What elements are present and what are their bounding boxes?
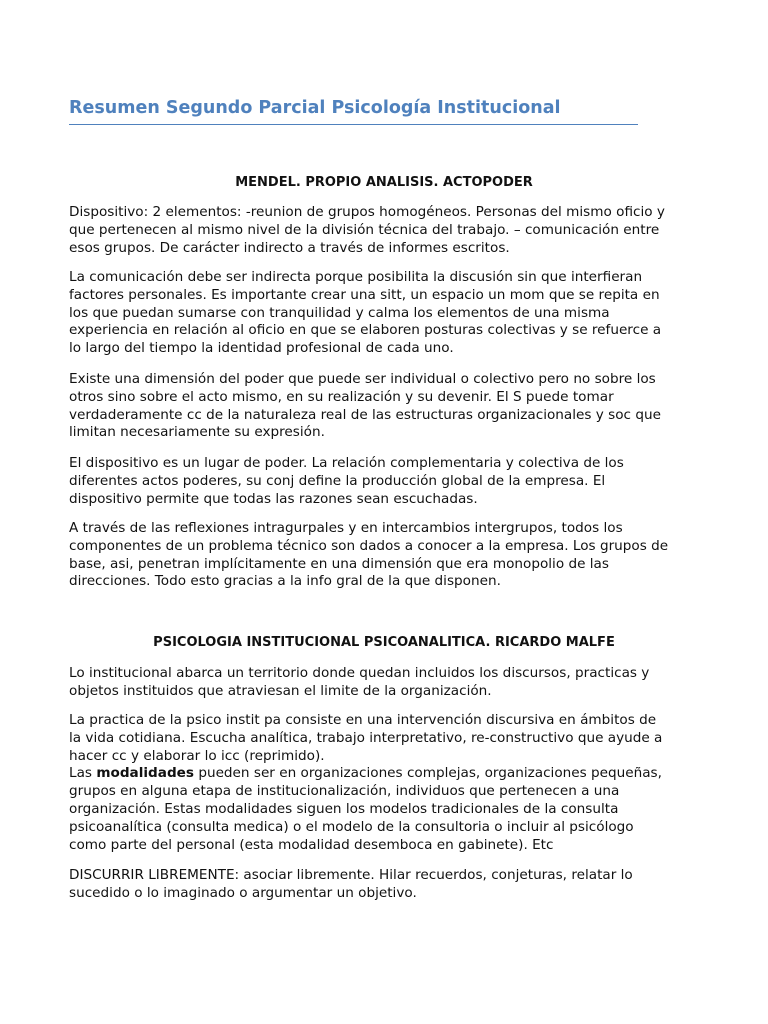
bold-term-modalidades: modalidades	[96, 765, 194, 782]
paragraph-lo-institucional: Lo institucional abarca un territorio donde quedan incluidos los discursos, practicas y objetos instituidos que atraviesan el limite de la organización.	[69, 665, 650, 699]
title-underline-rule	[69, 124, 638, 125]
section-heading-mendel: MENDEL. PROPIO ANALISIS. ACTOPODER	[235, 175, 533, 190]
paragraph-reflexiones: A través de las reflexiones intragurpales y en intercambios intergrupos, todos los componentes de un problema técnico son dados a conocer a la empresa. Los grupos de base, asi, penetran implícitamente en una dimensión que era monopolio de las direcciones. Todo esto gracias a la info gral de la que disponen.	[69, 520, 669, 590]
paragraph-dimension-poder: Existe una dimensión del poder que puede ser individual o colectivo pero no sobre los otros sino sobre el acto mismo, en su realización y su devenir. El S puede tomar verdaderamente cc de la naturaleza real de las estructuras organizacionales y soc que limitan necesariamente su expresión.	[69, 371, 661, 441]
paragraph-dispositivo: Dispositivo: 2 elementos: -reunion de grupos homogéneos. Personas del mismo oficio y que pertenecen al mismo nivel de la división técnica del trabajo. – comunicación entre esos grupos. De carácter indirecto a través de informes escritos.	[69, 204, 665, 256]
paragraph-lugar-de-poder: El dispositivo es un lugar de poder. La relación complementaria y colectiva de los diferentes actos poderes, su conj define la producción global de la empresa. El dispositivo permite que todas las razones sean escuchadas.	[69, 455, 624, 507]
section-heading-malfe: PSICOLOGIA INSTITUCIONAL PSICOANALITICA. RICARDO MALFE	[153, 635, 615, 650]
paragraph-discurrir-libremente: DISCURRIR LIBREMENTE: asociar libremente. Hilar recuerdos, conjeturas, relatar lo sucedido o lo imaginado o argumentar un objetivo.	[69, 867, 633, 901]
paragraph-comunicacion: La comunicación debe ser indirecta porque posibilita la discusión sin que interfieran factores personales. Es importante crear una sitt, un espacio un mom que se repita en los que puedan sumarse con tranquilidad y calma los elementos de una misma experiencia en relación al oficio en que se elaboren posturas colectivas y se refuerce a lo largo del tiempo la identidad profesional de cada uno.	[69, 269, 662, 357]
paragraph-practica-psico	[69, 712, 709, 854]
paragraph-practica-text-part2: pueden ser en organizaciones complejas, organizaciones pequeñas, grupos en alguna etapa de institucionalización, individuos que pertenecen a una organización. Estas modalidades siguen los modelos tradicionales de la consulta psicoanalítica (consulta medica) o el modelo de la consultoria o incluir al psicólogo como parte del personal (esta modalidad desemboca en gabinete). Etc	[69, 765, 662, 853]
paragraph-practica-text-part1: La practica de la psico instit pa consiste en una intervención discursiva en ámbitos de la vida cotidiana. Escucha analítica, trabajo interpretativo, re-constructivo que ayude a hacer cc y elaborar lo icc (reprimido). Las	[69, 712, 663, 782]
document-title: Resumen Segundo Parcial Psicología Institucional	[69, 98, 561, 118]
